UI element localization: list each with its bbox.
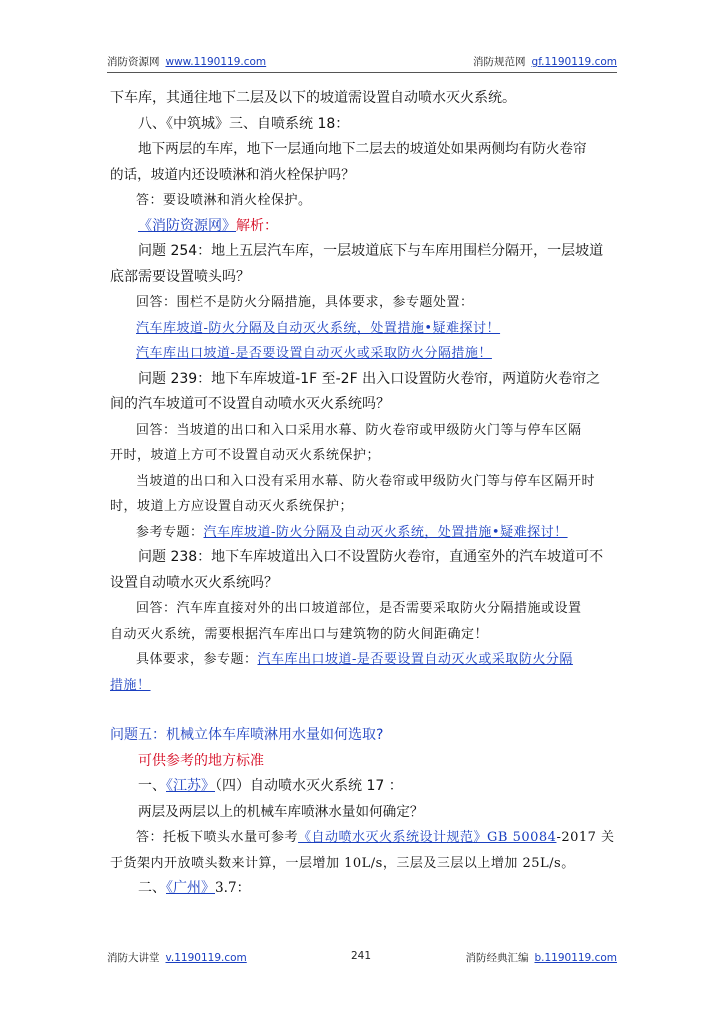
reference-label: 参考专题： <box>136 524 204 540</box>
question-line: 的话，坡道内还设喷淋和消火栓保护吗？ <box>110 166 355 183</box>
footer-right-link[interactable]: b.1190119.com <box>534 952 617 964</box>
topic-link-ramp-separation[interactable]: 汽车库坡道-防火分隔及自动灭火系统，处置措施•疑难探讨！ <box>136 320 501 336</box>
question-239: 问题 239：地下车库坡道-1F 至-2F 出入口设置防火卷帘，两道防火卷帘之 <box>138 370 601 387</box>
jiangsu-question: 两层及两层以上的机械车库喷淋水量如何确定？ <box>138 803 424 820</box>
page-footer <box>107 948 617 966</box>
section-heading: 八、《中筑城》三、自喷系统 18： <box>138 115 350 132</box>
question-line: 地下两层的车库，地下一层通向地下二层去的坡道处如果两侧均有防火卷帘 <box>138 141 587 157</box>
header-right <box>473 54 617 69</box>
page-number: 241 <box>351 950 372 962</box>
footer-left <box>107 950 247 965</box>
answer-239: 回答：当坡道的出口和入口采用水幕、防火卷帘或甲级防火门等与停车区隔 <box>136 422 582 438</box>
jiangsu-answer-cont: 于货架内开放喷头数来计算，一层增加 10L/s，三层及三层以上增加 25L/s。 <box>110 855 575 871</box>
question-five-heading: 问题五：机械立体车库喷淋用水量如何选取? <box>110 727 384 743</box>
analysis-label: 解析： <box>236 217 278 234</box>
jiangsu-answer: 答：托板下喷头水量可参考 <box>136 830 299 845</box>
header-right-link[interactable]: gf.1190119.com <box>531 56 617 68</box>
answer-239-alt-cont: 时，坡道上方应设置自动灭火系统保护； <box>110 499 354 514</box>
page-header <box>107 52 617 73</box>
question-238: 问题 238：地下车库坡道出入口不设置防火卷帘，直通室外的汽车坡道可不 <box>138 549 604 565</box>
local-standards-heading: 可供参考的地方标准 <box>138 752 264 769</box>
footer-right <box>465 950 617 965</box>
topic-link-ramp-separation[interactable]: 汽车库坡道-防火分隔及自动灭火系统，处置措施•疑难探讨！ <box>203 524 568 540</box>
item-number: 一、 <box>138 778 166 794</box>
answer-239-alt: 当坡道的出口和入口没有采用水幕、防火卷帘或甲级防火门等与停车区隔开时 <box>136 473 596 489</box>
question-254-cont: 底部需要设置喷头吗？ <box>110 268 250 285</box>
topic-link-exit-ramp[interactable]: 汽车库出口坡道-是否要设置自动灭火或采取防火分隔 <box>257 652 573 667</box>
answer-line: 答：要设喷淋和消火栓保护。 <box>136 193 312 208</box>
header-left-link[interactable]: www.1190119.com <box>165 56 267 68</box>
answer-238-cont: 自动灭火系统，需要根据汽车库出口与建筑物的防火间距确定！ <box>110 626 489 642</box>
answer-238: 回答：汽车库直接对外的出口坡道部位，是否需要采取防火分隔措施或设置 <box>136 601 582 616</box>
question-238-cont: 设置自动喷水灭火系统吗？ <box>110 574 278 591</box>
item-number: 二、 <box>138 880 166 896</box>
footer-left-link[interactable]: v.1190119.com <box>165 952 247 964</box>
source-link[interactable]: 《消防资源网》 <box>138 217 236 234</box>
reference-label: 具体要求，参专题： <box>136 652 258 667</box>
paragraph-line: 下车库，其通往地下二层及以下的坡道需设置自动喷水灭火系统。 <box>110 90 516 106</box>
page-content <box>110 86 618 902</box>
footer-right-label: 消防经典汇编 <box>465 952 529 964</box>
jiangsu-section: （四）自动喷水灭火系统 17 ： <box>215 778 403 794</box>
question-239-cont: 间的汽车坡道可不设置自动喷水灭火系统吗？ <box>110 396 390 412</box>
footer-left-label: 消防大讲堂 <box>107 952 160 964</box>
jiangsu-link[interactable]: 《江苏》 <box>166 778 215 794</box>
topic-link-exit-ramp[interactable]: 汽车库出口坡道-是否要设置自动灭火或采取防火分隔措施！ <box>136 346 492 361</box>
topic-link-exit-ramp-cont[interactable]: 措施！ <box>110 677 151 693</box>
header-right-label: 消防规范网 <box>473 56 526 68</box>
guangzhou-link[interactable]: 《广州》 <box>166 880 215 896</box>
gb50084-link[interactable]: 《自动喷水灭火系统设计规范》GB 50084 <box>298 830 557 845</box>
jiangsu-answer-rest: -2017 关 <box>556 830 615 845</box>
answer-239-cont: 开时，坡道上方可不设置自动灭火系统保护； <box>110 448 381 463</box>
guangzhou-section: 3.7： <box>215 880 251 896</box>
answer-254: 回答：围栏不是防火分隔措施，具体要求，参专题处置： <box>136 295 474 310</box>
header-left <box>107 54 266 69</box>
header-left-label: 消防资源网 <box>107 56 160 68</box>
question-254: 问题 254：地上五层汽车库，一层坡道底下与车库用围栏分隔开，一层坡道 <box>138 243 604 259</box>
